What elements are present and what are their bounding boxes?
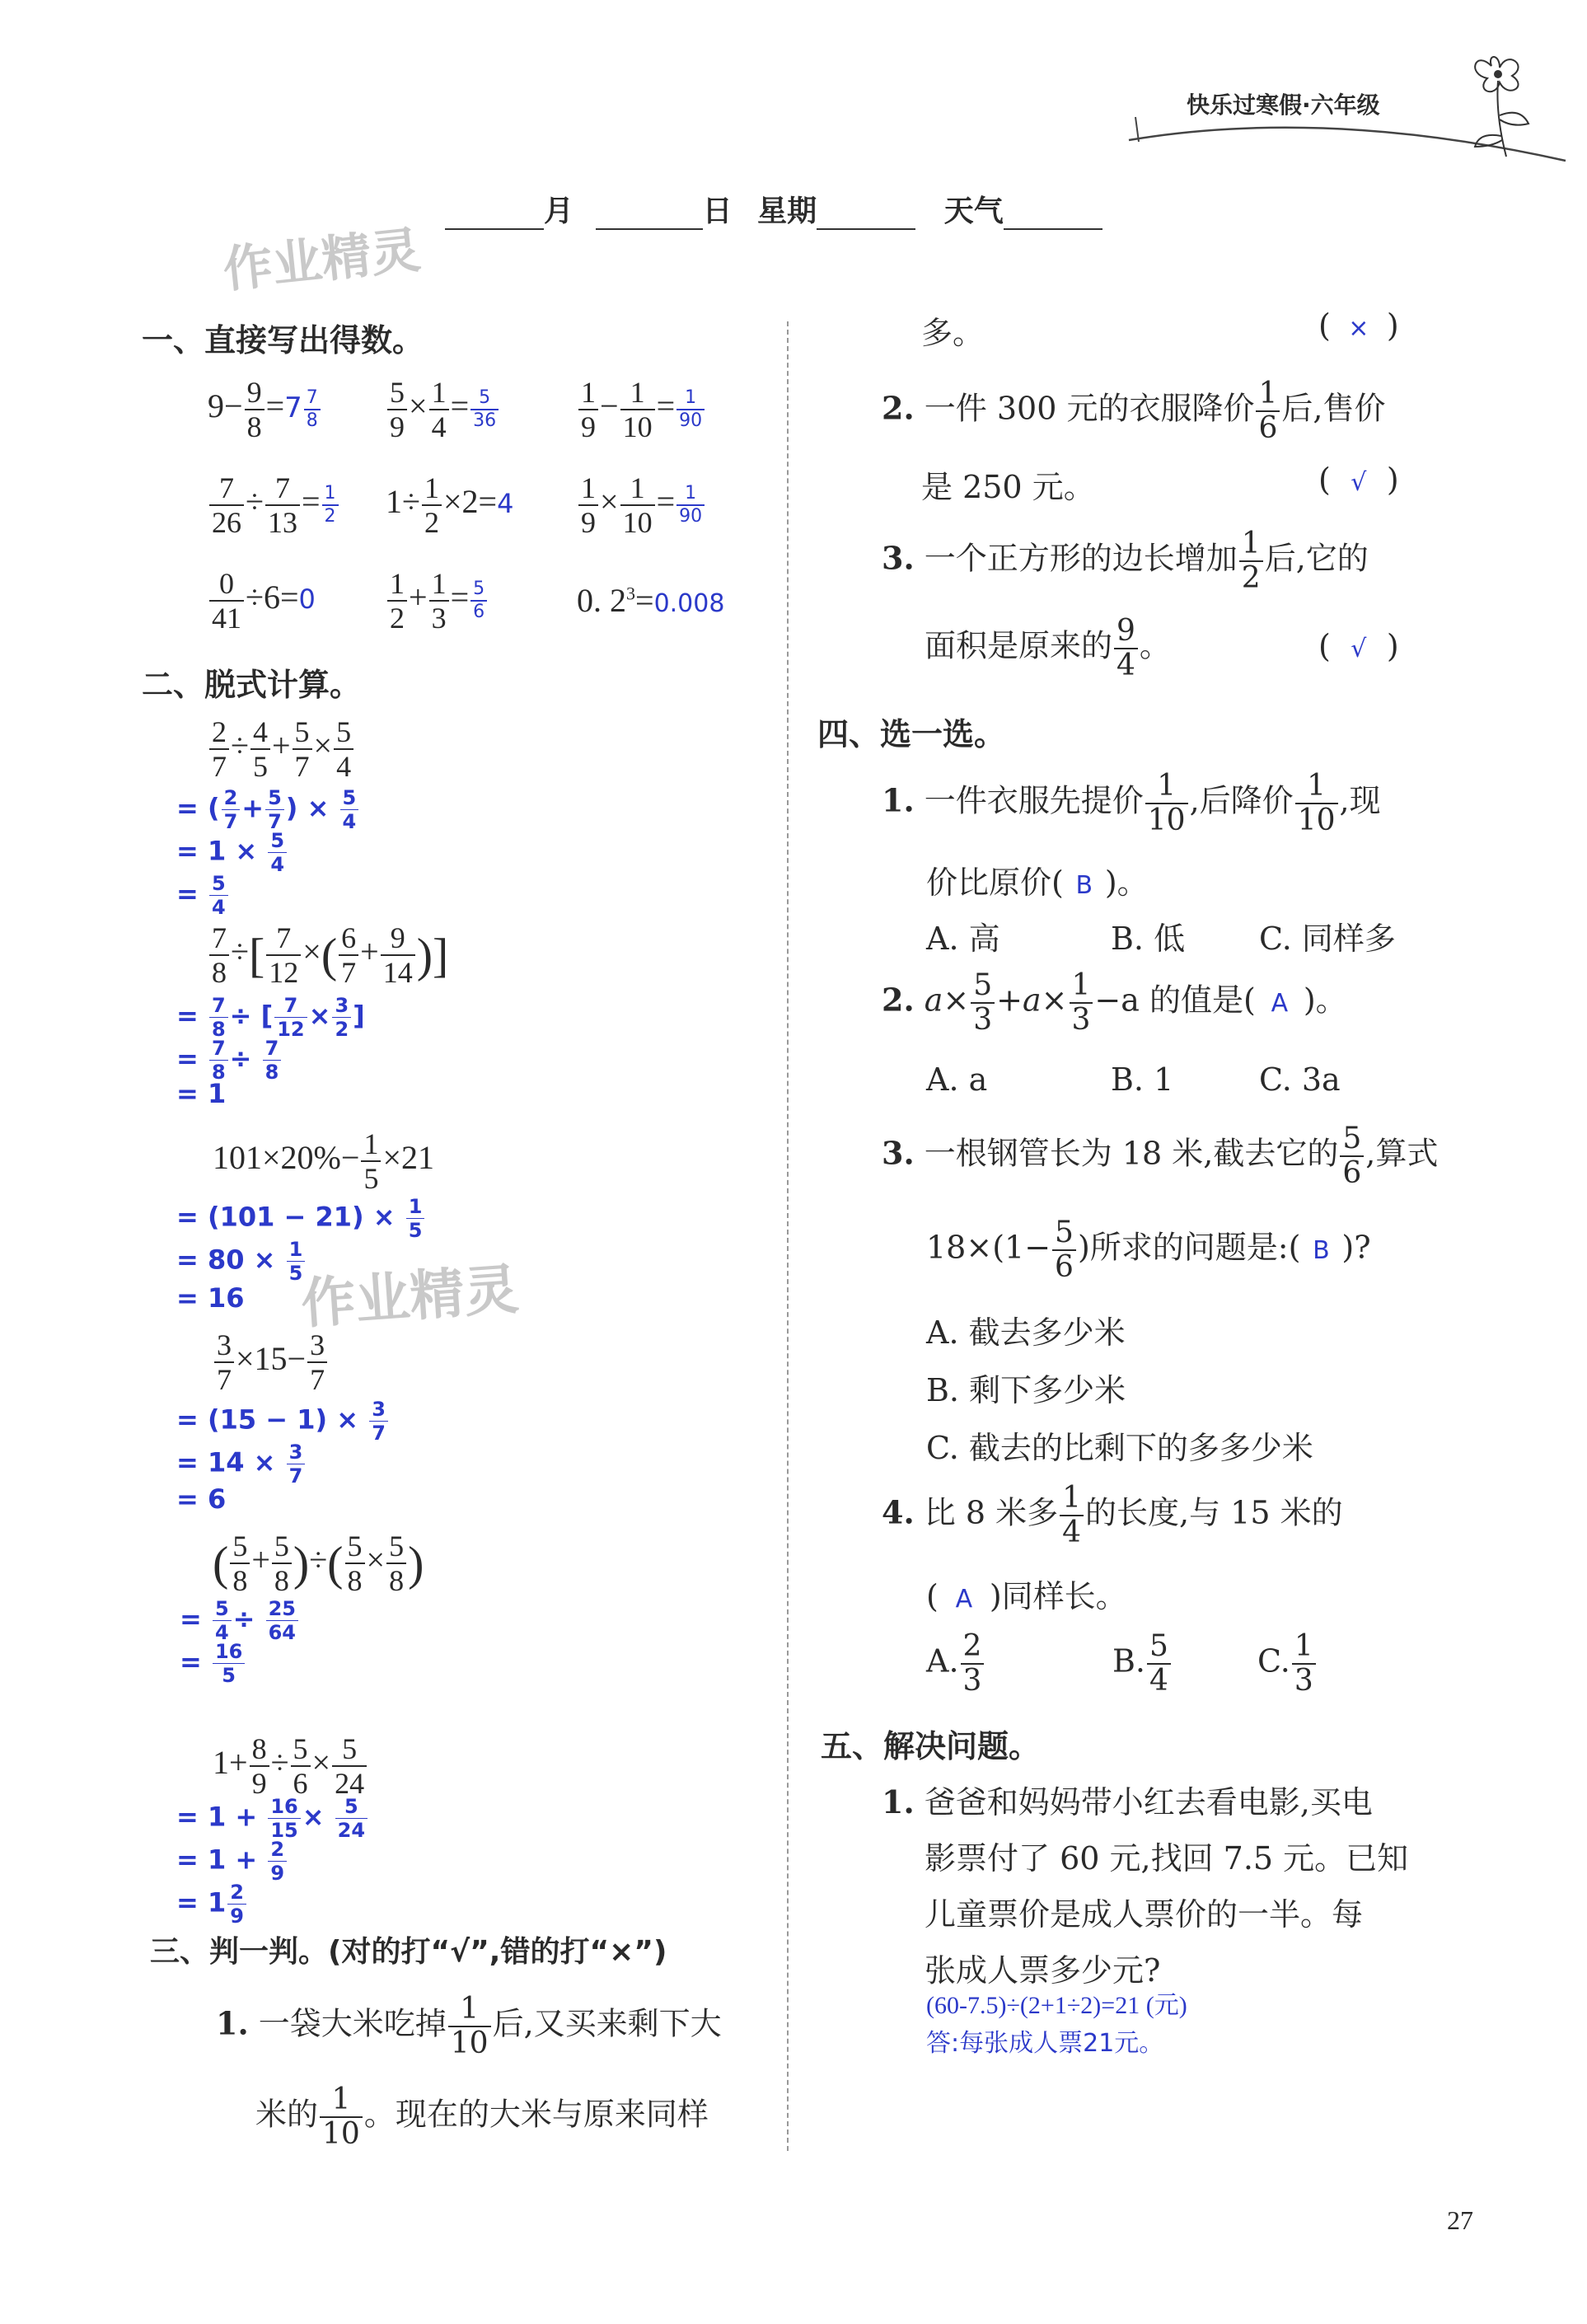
s2-p2-question: $\frac{7}{8}$ ÷[ $\frac{7}{12}$ ×( $\frac{6}{7}$ + $\frac{9}{14}$ )]	[208, 923, 448, 987]
s3-q1-answer: ( × )	[1318, 307, 1399, 344]
s3-q2-line1: 2. 一件 300 元的衣服降价 $\frac{1}{6}$ 后,售价	[882, 377, 1386, 445]
s1-r1c2: $\frac{5}{9}$ × $\frac{1}{4}$ = $\frac{5}{36}$	[386, 377, 500, 442]
s4-q3-opt-b: B. 剩下多少米	[926, 1372, 1126, 1408]
s2-p6-step1: = 1 + $\frac{16}{15}$ × $\frac{5}{24}$	[176, 1797, 369, 1840]
s2-p3-step2: = 80 × $\frac{1}{5}$	[176, 1239, 307, 1283]
watermark-top: 作业精灵	[220, 221, 424, 300]
s1-r2c3: $\frac{1}{9}$ × $\frac{1}{10}$ = $\frac{1}{90}$	[577, 473, 706, 537]
section-1-title: 一、直接写出得数。	[142, 322, 424, 358]
s4-q3-line1: 3. 一根钢管长为 18 米,截去它的 $\frac{5}{6}$ ,算式	[882, 1122, 1439, 1190]
s2-p2-step3: = 1	[176, 1078, 227, 1109]
s2-p5-step1: = $\frac{5}{4}$ ÷ $\frac{25}{64}$	[180, 1599, 300, 1642]
s4-q3-opt-a: A. 截去多少米	[926, 1314, 1126, 1351]
s2-p6-step2: = 1 + $\frac{2}{9}$	[176, 1839, 288, 1883]
s2-p2-step1: = $\frac{7}{8}$ ÷ [ $\frac{7}{12}$ × $\frac{3}{2}$ ]	[176, 994, 365, 1041]
s4-q4-line2: ( A )同样长。	[926, 1578, 1127, 1614]
s4-q1-line1: 1. 一件衣服先提价 $\frac{1}{10}$ ,后降价 $\frac{1}{10}$ ,现	[882, 769, 1381, 837]
s2-p6-question: 1+ $\frac{8}{9}$ ÷ $\frac{5}{6}$ × $\frac{5}{24}$	[213, 1734, 368, 1798]
s4-q4-opt-a: A. $\frac{2}{3}$	[926, 1632, 985, 1696]
s3-q3-line2: 面积是原来的 $\frac{9}{4}$ 。	[925, 614, 1171, 682]
s4-q3-line2: 18×(1− $\frac{5}{6}$ )所求的问题是:( B )?	[926, 1216, 1371, 1284]
s5-q1-line4: 张成人票多少元?	[925, 1952, 1161, 1989]
s1-r1c3: $\frac{1}{9}$ − $\frac{1}{10}$ = $\frac{1}{90}$	[577, 377, 706, 442]
s2-p4-step2: = 14 × $\frac{3}{7}$	[176, 1442, 307, 1486]
s2-p4-question: $\frac{3}{7}$ ×15− $\frac{3}{7}$	[213, 1330, 329, 1394]
s4-q2-opt-c: C. 3a	[1259, 1061, 1341, 1098]
s4-q3-opt-c: C. 截去的比剩下的多多少米	[926, 1430, 1313, 1466]
s4-q1-opt-c: C. 同样多	[1259, 921, 1396, 957]
s4-q2-line1: 2. a× $\frac{5}{3}$ +a× $\frac{1}{3}$ −a 的值是( A )。	[882, 968, 1347, 1037]
s2-p1-question: $\frac{2}{7}$ ÷ $\frac{4}{5}$ + $\frac{5}{7}$ × $\frac{5}{4}$	[208, 717, 355, 781]
s5-q1-answer-calc: (60-7.5)÷(2+1÷2)=21 (元)	[926, 1992, 1187, 2019]
s4-q1-opt-a: A. 高	[926, 921, 1000, 957]
flower-icon	[1450, 41, 1566, 165]
s2-p5-step2: = $\frac{16}{5}$	[180, 1642, 246, 1685]
s4-q2-opt-a: A. a	[926, 1061, 988, 1098]
s1-r2c1: $\frac{7}{26}$ ÷ $\frac{7}{13}$ = $\frac{1}{2}$	[208, 473, 340, 537]
section-4-title: 四、选一选。	[817, 716, 1006, 752]
section-2-title: 二、脱式计算。	[142, 667, 362, 703]
s2-p4-step1: = (15 − 1) × $\frac{3}{7}$	[176, 1399, 390, 1443]
s3-q3-line1: 3. 一个正方形的边长增加 $\frac{1}{2}$ 后,它的	[882, 527, 1369, 595]
s3-q2-answer: ( √ )	[1318, 462, 1399, 498]
column-divider	[787, 321, 789, 2151]
s1-r3c3: 0. $2^3=0.008$	[577, 582, 725, 619]
s1-r3c1: $\frac{0}{41}$ ÷6=0	[208, 569, 316, 633]
s2-p3-question: 101×20%− $\frac{1}{5}$ ×21	[213, 1127, 434, 1195]
book-title: 快乐过寒假·六年级	[1187, 91, 1380, 119]
s2-p5-question: ( $\frac{5}{8}$ + $\frac{5}{8}$ )÷( $\frac{5}{8}$ × $\frac{5}{8}$ )	[213, 1530, 424, 1597]
s3-q1-line2: 米的 $\frac{1}{10}$ 。现在的大米与原来同样	[255, 2083, 709, 2151]
s5-q1-answer-text: 答:每张成人票21元。	[926, 2029, 1164, 2058]
s1-r2c2: 1÷ $\frac{1}{2}$ ×2=4	[386, 471, 514, 539]
s3-q1-line1: 1. 一袋大米吃掉 $\frac{1}{10}$ 后,又买来剩下大	[216, 1992, 722, 2060]
s2-p1-step2: = 1 × $\frac{5}{4}$	[176, 831, 288, 874]
s4-q2-opt-b: B. 1	[1111, 1061, 1174, 1098]
s4-q1-opt-b: B. 低	[1111, 921, 1186, 957]
s3-q1-line3: 多。	[921, 315, 985, 351]
s3-q2-line2: 是 250 元。	[921, 469, 1095, 505]
date-line: 月 日 星期 天气	[445, 188, 1102, 230]
s4-q4-line1: 4. 比 8 米多 $\frac{1}{4}$ 的长度,与 15 米的	[882, 1481, 1343, 1549]
s4-q1-line2: 价比原价( B )。	[926, 864, 1149, 901]
s1-r1c1: 9− $\frac{9}{8}$ =7 $\frac{7}{8}$	[208, 377, 322, 442]
s2-p3-step1: = (101 − 21) × $\frac{1}{5}$	[176, 1197, 426, 1240]
s2-p3-step3: = 16	[176, 1282, 245, 1314]
s1-r3c2: $\frac{1}{2}$ + $\frac{1}{3}$ = $\frac{5}{6}$	[386, 569, 489, 633]
section-3-title: 三、判一判。(对的打“√”,错的打“×”)	[150, 1935, 667, 1969]
s5-q1-line3: 儿童票价是成人票价的一半。每	[925, 1896, 1364, 1933]
s5-q1-line1: 1. 爸爸和妈妈带小红去看电影,买电	[882, 1783, 1373, 1820]
page-number: 27	[1447, 2205, 1473, 2235]
s3-q3-answer: ( √ )	[1318, 628, 1399, 664]
s2-p6-step3: = 1 $\frac{2}{9}$	[176, 1882, 248, 1926]
s2-p4-step3: = 6	[176, 1483, 227, 1515]
s2-p2-step2: = $\frac{7}{8}$ ÷ $\frac{7}{8}$	[176, 1038, 283, 1082]
section-5-title: 五、解决问题。	[821, 1728, 1041, 1764]
s4-q4-opt-b: B. $\frac{5}{4}$	[1112, 1632, 1173, 1696]
s5-q1-line2: 影票付了 60 元,找回 7.5 元。已知	[925, 1840, 1409, 1877]
watermark-mid: 作业精灵	[299, 1257, 521, 1337]
s2-p1-step1: = ( $\frac{2}{7}$ + $\frac{5}{7}$ ) × $\frac{5}{4}$	[176, 788, 360, 832]
s4-q4-opt-c: C. $\frac{1}{3}$	[1257, 1632, 1318, 1696]
s2-p1-step3: = $\frac{5}{4}$	[176, 874, 230, 917]
